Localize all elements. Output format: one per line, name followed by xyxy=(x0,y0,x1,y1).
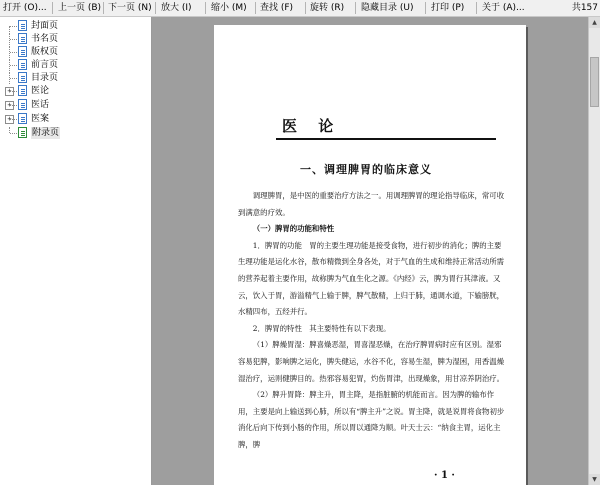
menu-separator xyxy=(425,2,426,14)
print-menu-item[interactable]: 打印 (P) xyxy=(431,3,465,13)
toc-item-preface[interactable] xyxy=(0,59,150,71)
page-number: · 1 · xyxy=(434,470,455,481)
page-count: 共157 xyxy=(571,3,598,13)
document-icon xyxy=(18,33,27,44)
paragraph: （2）脾升胃降：脾主升，胃主降，是指脏腑的机能而言。因为脾的输布作用，主要是向上输送到心肺，所以有“脾主升”之说。胃主降，就是说胃将食物初步消化后向下传到小肠的作用，所以胃以通降为顺。叶天士云：“纳食主胃，运化主脾，脾 xyxy=(238,390,505,449)
toc-item-label: 封面页 xyxy=(31,21,59,31)
toc-item-label: 目录页 xyxy=(31,73,59,83)
tree-connector xyxy=(10,65,17,66)
expand-plus-icon[interactable]: + xyxy=(5,101,14,110)
about-menu-item[interactable]: 关于 (A)... xyxy=(482,3,525,13)
tree-connector xyxy=(10,91,17,92)
menubar xyxy=(0,0,600,17)
menu-separator xyxy=(52,2,53,14)
menu-separator xyxy=(476,2,477,14)
hide-toc-menu-item[interactable]: 隐藏目录 (U) xyxy=(361,3,414,13)
toc-item-medical-talks[interactable] xyxy=(0,99,150,111)
toc-item-label: 前言页 xyxy=(31,60,59,70)
document-icon xyxy=(18,59,27,70)
menu-separator xyxy=(205,2,206,14)
section-title: 一、调理脾胃的临床意义 xyxy=(300,163,432,176)
menu-separator xyxy=(305,2,306,14)
zoom-in-menu-item[interactable]: 放大 (I) xyxy=(161,3,192,13)
toc-item-cover[interactable] xyxy=(0,20,150,32)
open-menu-item[interactable]: 打开 (O)... xyxy=(3,3,47,13)
tree-connector xyxy=(10,26,17,27)
toc-sidebar xyxy=(0,17,152,485)
document-icon xyxy=(18,72,27,83)
previous-page-menu-item[interactable]: 上一页 (B) xyxy=(58,3,102,13)
scroll-up-icon[interactable]: ▲ xyxy=(589,17,600,28)
toc-item-medical-cases[interactable] xyxy=(0,113,150,125)
tree-connector xyxy=(10,119,17,120)
document-icon xyxy=(18,99,27,110)
toc-item-medical-theory[interactable] xyxy=(0,85,150,97)
document-icon xyxy=(18,46,27,57)
tree-connector xyxy=(10,105,17,106)
tree-connector xyxy=(10,78,17,79)
paragraph: 调理脾胃，是中医的重要治疗方法之一。用调理脾胃的理论指导临床，常可收到满意的疗效。 xyxy=(238,191,505,217)
document-icon xyxy=(18,113,27,124)
paragraph: 1．脾胃的功能 胃的主要生理功能是接受食物，进行初步的消化；脾的主要生理功能是运化水谷，散布精微到全身各处，对于气血的生成和维持正常活动所需的营养起着主要作用，故称脾为气血生化之源。《内经》云，脾为胃行其津液。又云，饮入于胃，游溢精气上输于脾，脾气散精，上归于肺，通调水道，下输膀胱，水精四布，五经并行。 xyxy=(238,240,505,317)
toc-item-contents[interactable] xyxy=(0,72,150,84)
toc-item-label: 附录页 xyxy=(32,128,60,138)
document-icon xyxy=(18,127,27,138)
find-menu-item[interactable]: 查找 (F) xyxy=(260,3,294,13)
page-title: 医 论 xyxy=(282,117,342,135)
title-rule xyxy=(276,138,496,140)
tree-connector xyxy=(10,133,17,134)
toc-item-label: 书名页 xyxy=(31,34,59,44)
zoom-out-menu-item[interactable]: 缩小 (M) xyxy=(211,3,247,13)
vertical-scrollbar[interactable] xyxy=(588,17,600,485)
menu-separator xyxy=(355,2,356,14)
subheading: （一）脾胃的功能和特性 xyxy=(252,224,335,234)
expand-plus-icon[interactable]: + xyxy=(5,87,14,96)
menu-separator xyxy=(103,2,104,14)
expand-plus-icon[interactable]: + xyxy=(5,115,14,124)
document-icon xyxy=(18,20,27,31)
menu-separator xyxy=(155,2,156,14)
tree-connector xyxy=(10,52,17,53)
rotate-menu-item[interactable]: 旋转 (R) xyxy=(310,3,345,13)
body-text xyxy=(238,188,506,454)
toc-item-copyright[interactable] xyxy=(0,46,150,58)
scroll-thumb[interactable] xyxy=(590,57,599,107)
document-page xyxy=(214,25,526,485)
toc-item-label: 医论 xyxy=(31,86,50,96)
scroll-down-icon[interactable]: ▼ xyxy=(589,474,600,485)
tree-connector xyxy=(10,39,17,40)
paragraph: （1）脾燥胃湿：脾喜燥恶湿，胃喜湿恶燥，在治疗脾胃病时应有区别。湿邪容易犯脾，影响脾之运化，脾失健运，水谷不化，容易生湿，脾为湿困，用香温燥湿治疗，运则健脾目的。热邪容易犯胃，灼伤胃津，出现燥象，用甘凉养阴治疗。 xyxy=(238,340,505,383)
next-page-menu-item[interactable]: 下一页 (N) xyxy=(108,3,152,13)
document-icon xyxy=(18,85,27,96)
document-viewer[interactable] xyxy=(152,17,600,485)
toc-item-title-page[interactable] xyxy=(0,33,150,45)
menu-separator xyxy=(255,2,256,14)
toc-item-appendix[interactable] xyxy=(0,127,150,139)
toc-item-label: 医话 xyxy=(31,100,50,110)
toc-item-label: 版权页 xyxy=(31,47,59,57)
paragraph: 2．脾胃的特性 其主要特性有以下表现。 xyxy=(252,323,391,333)
toc-item-label: 医案 xyxy=(31,114,50,124)
